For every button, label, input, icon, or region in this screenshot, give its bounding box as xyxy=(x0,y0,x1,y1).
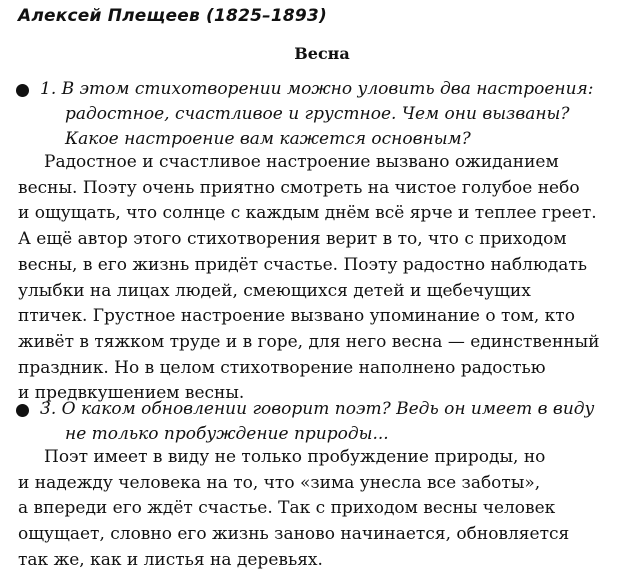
answer-line: Поэт имеет в виду не только пробуждение природы, но xyxy=(44,447,546,467)
author-heading: Алексей Плещеев (1825–1893) xyxy=(18,6,327,26)
question-line: 3. О каком обновлении говорит поэт? Ведь он имеет в виду xyxy=(40,399,595,419)
answer-line: Радостное и счастливое настроение вызвано ожиданием xyxy=(44,152,559,172)
question-line: радостное, счастливое и грустное. Чем они вызваны? xyxy=(65,104,570,124)
answer-line: так же, как и листья на деревьях. xyxy=(18,549,323,570)
answer-line: живёт в тяжком труде и в горе, для него весна — единственный xyxy=(18,331,600,352)
bullet-icon xyxy=(16,84,29,97)
answer-line: а впереди его ждёт счастье. Так с приходом весны человек xyxy=(18,498,556,519)
poem-title: Весна xyxy=(294,44,350,63)
answer-1 xyxy=(18,150,630,407)
answer-line: весны, в его жизнь придёт счастье. Поэту радостно наблюдать xyxy=(18,254,588,275)
question-line: 1. В этом стихотворении можно уловить два настроения: xyxy=(40,79,594,99)
question-line: не только пробуждение природы... xyxy=(65,424,389,444)
answer-line: улыбки на лицах людей, смеющихся детей и щебечущих xyxy=(18,280,531,301)
question-line: Какое настроение вам кажется основным? xyxy=(65,129,471,149)
answer-line: А ещё автор этого стихотворения верит в то, что с приходом xyxy=(18,229,567,250)
answer-line: птичек. Грустное настроение вызвано упоминание о том, кто xyxy=(18,306,575,327)
answer-line: и ощущать, что солнце с каждым днём всё ярче и теплее греет. xyxy=(18,203,597,224)
answer-line: и надежду человека на то, что «зима унесла все заботы», xyxy=(18,472,541,493)
answer-line: и предвкушением весны. xyxy=(18,383,245,404)
question-1 xyxy=(40,77,640,152)
answer-3 xyxy=(18,445,630,574)
bullet-icon xyxy=(16,404,29,417)
answer-line: праздник. Но в целом стихотворение наполнено радостью xyxy=(18,357,546,378)
answer-line: ощущает, словно его жизнь заново начинается, обновляется xyxy=(18,524,570,545)
answer-line: весны. Поэту очень приятно смотреть на чистое голубое небо xyxy=(18,177,580,198)
question-3 xyxy=(40,397,640,447)
